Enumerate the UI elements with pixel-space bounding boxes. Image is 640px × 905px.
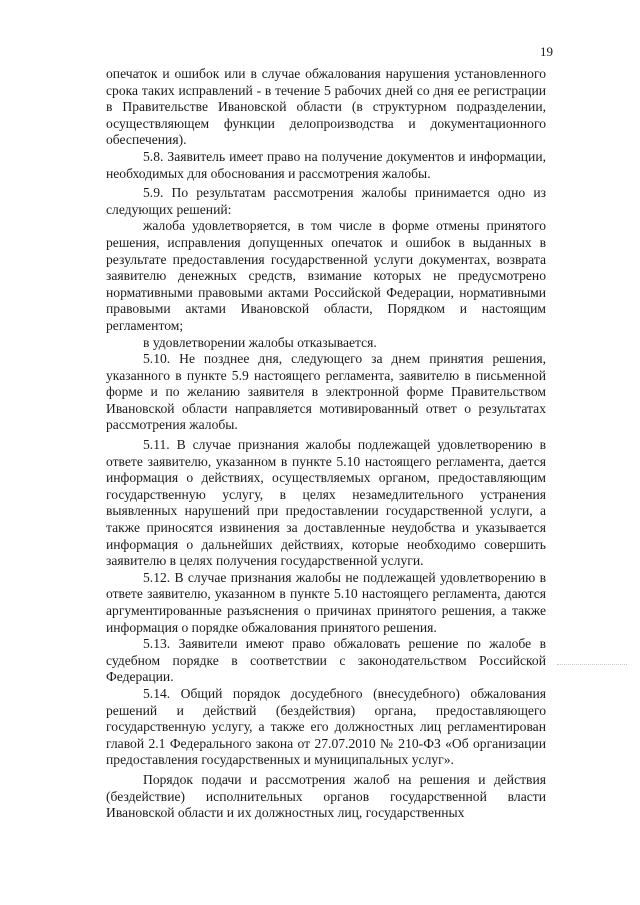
paragraph-5-11: 5.11. В случае признания жалобы подлежащей удовлетворению в ответе заявителю, указанном в пункте 5.10 настоящего регламента, дается информация о действиях, осуществляемых органом, предоставляющим государственную услугу, в целях незамедлительного устранения выявленных нарушений при предоставлении государственной услуги, а также приносятся извинения за доставленные неудобства и указывается информация о дальнейших действиях, которые необходимо совершить заявителю в целях получения государственной услуги. — [106, 437, 546, 569]
paragraph-5-8: 5.8. Заявитель имеет право на получение документов и информации, необходимых для обоснования и рассмотрения жалобы. — [106, 148, 546, 181]
paragraph-5-14: 5.14. Общий порядок досудебного (внесудебного) обжалования решений и действий (бездействия) органа, предоставляющего государственную услугу, а также его должностных лиц регламентирован главой 2.1 Федерального закона от 27.07.2010 № 210-ФЗ «Об организации предоставления государственных и муниципальных услуг». — [106, 685, 546, 768]
paragraph-complaint-procedure: Порядок подачи и рассмотрения жалоб на решения и действия (бездействие) исполнительных органов государственной власти Ивановской области и их должностных лиц, государственных — [106, 771, 546, 821]
paragraph-decision-satisfied: жалоба удовлетворяется, в том числе в форме отмены принятого решения, исправления допущенных опечаток и ошибок в выданных в результате предоставления государственной услуги документах, возврата заявителю денежных средств, взимание которых не предусмотрено нормативными правовыми актами Российской Федерации, нормативными правовыми актами Ивановской области, Порядком и настоящим регламентом; — [106, 218, 546, 333]
paragraph-5-12: 5.12. В случае признания жалобы не подлежащей удовлетворению в ответе заявителю, указанном в пункте 5.10 настоящего регламента, даются аргументированные разъяснения о причинах принятого решения, а также информация о порядке обжалования принятого решения. — [106, 569, 546, 635]
paragraph-continuation: опечаток и ошибок или в случае обжалования нарушения установленного срока таких исправлений - в течение 5 рабочих дней со дня ее регистрации в Правительстве Ивановской области (в структурном подразделении, осуществляющем функции делопроизводства и документационного обеспечения). — [106, 66, 546, 148]
paragraph-decision-refused: в удовлетворении жалобы отказывается. — [143, 334, 377, 350]
page-number: 19 — [540, 44, 553, 59]
document-body — [106, 66, 546, 822]
paragraph-5-10: 5.10. Не позднее дня, следующего за днем принятия решения, указанного в пункте 5.9 настоящего регламента, заявителю в письменной форме и по желанию заявителя в электронной форме Правительством Ивановской области направляется мотивированный ответ о результатах рассмотрения жалобы. — [106, 351, 546, 433]
paragraph-5-13: 5.13. Заявители имеют право обжаловать решение по жалобе в судебном порядке в соответствии с законодательством Российской Федерации. — [106, 636, 546, 685]
paragraph-5-9: 5.9. По результатам рассмотрения жалобы принимается одно из следующих решений: — [106, 185, 546, 217]
scan-artifact — [557, 664, 627, 667]
